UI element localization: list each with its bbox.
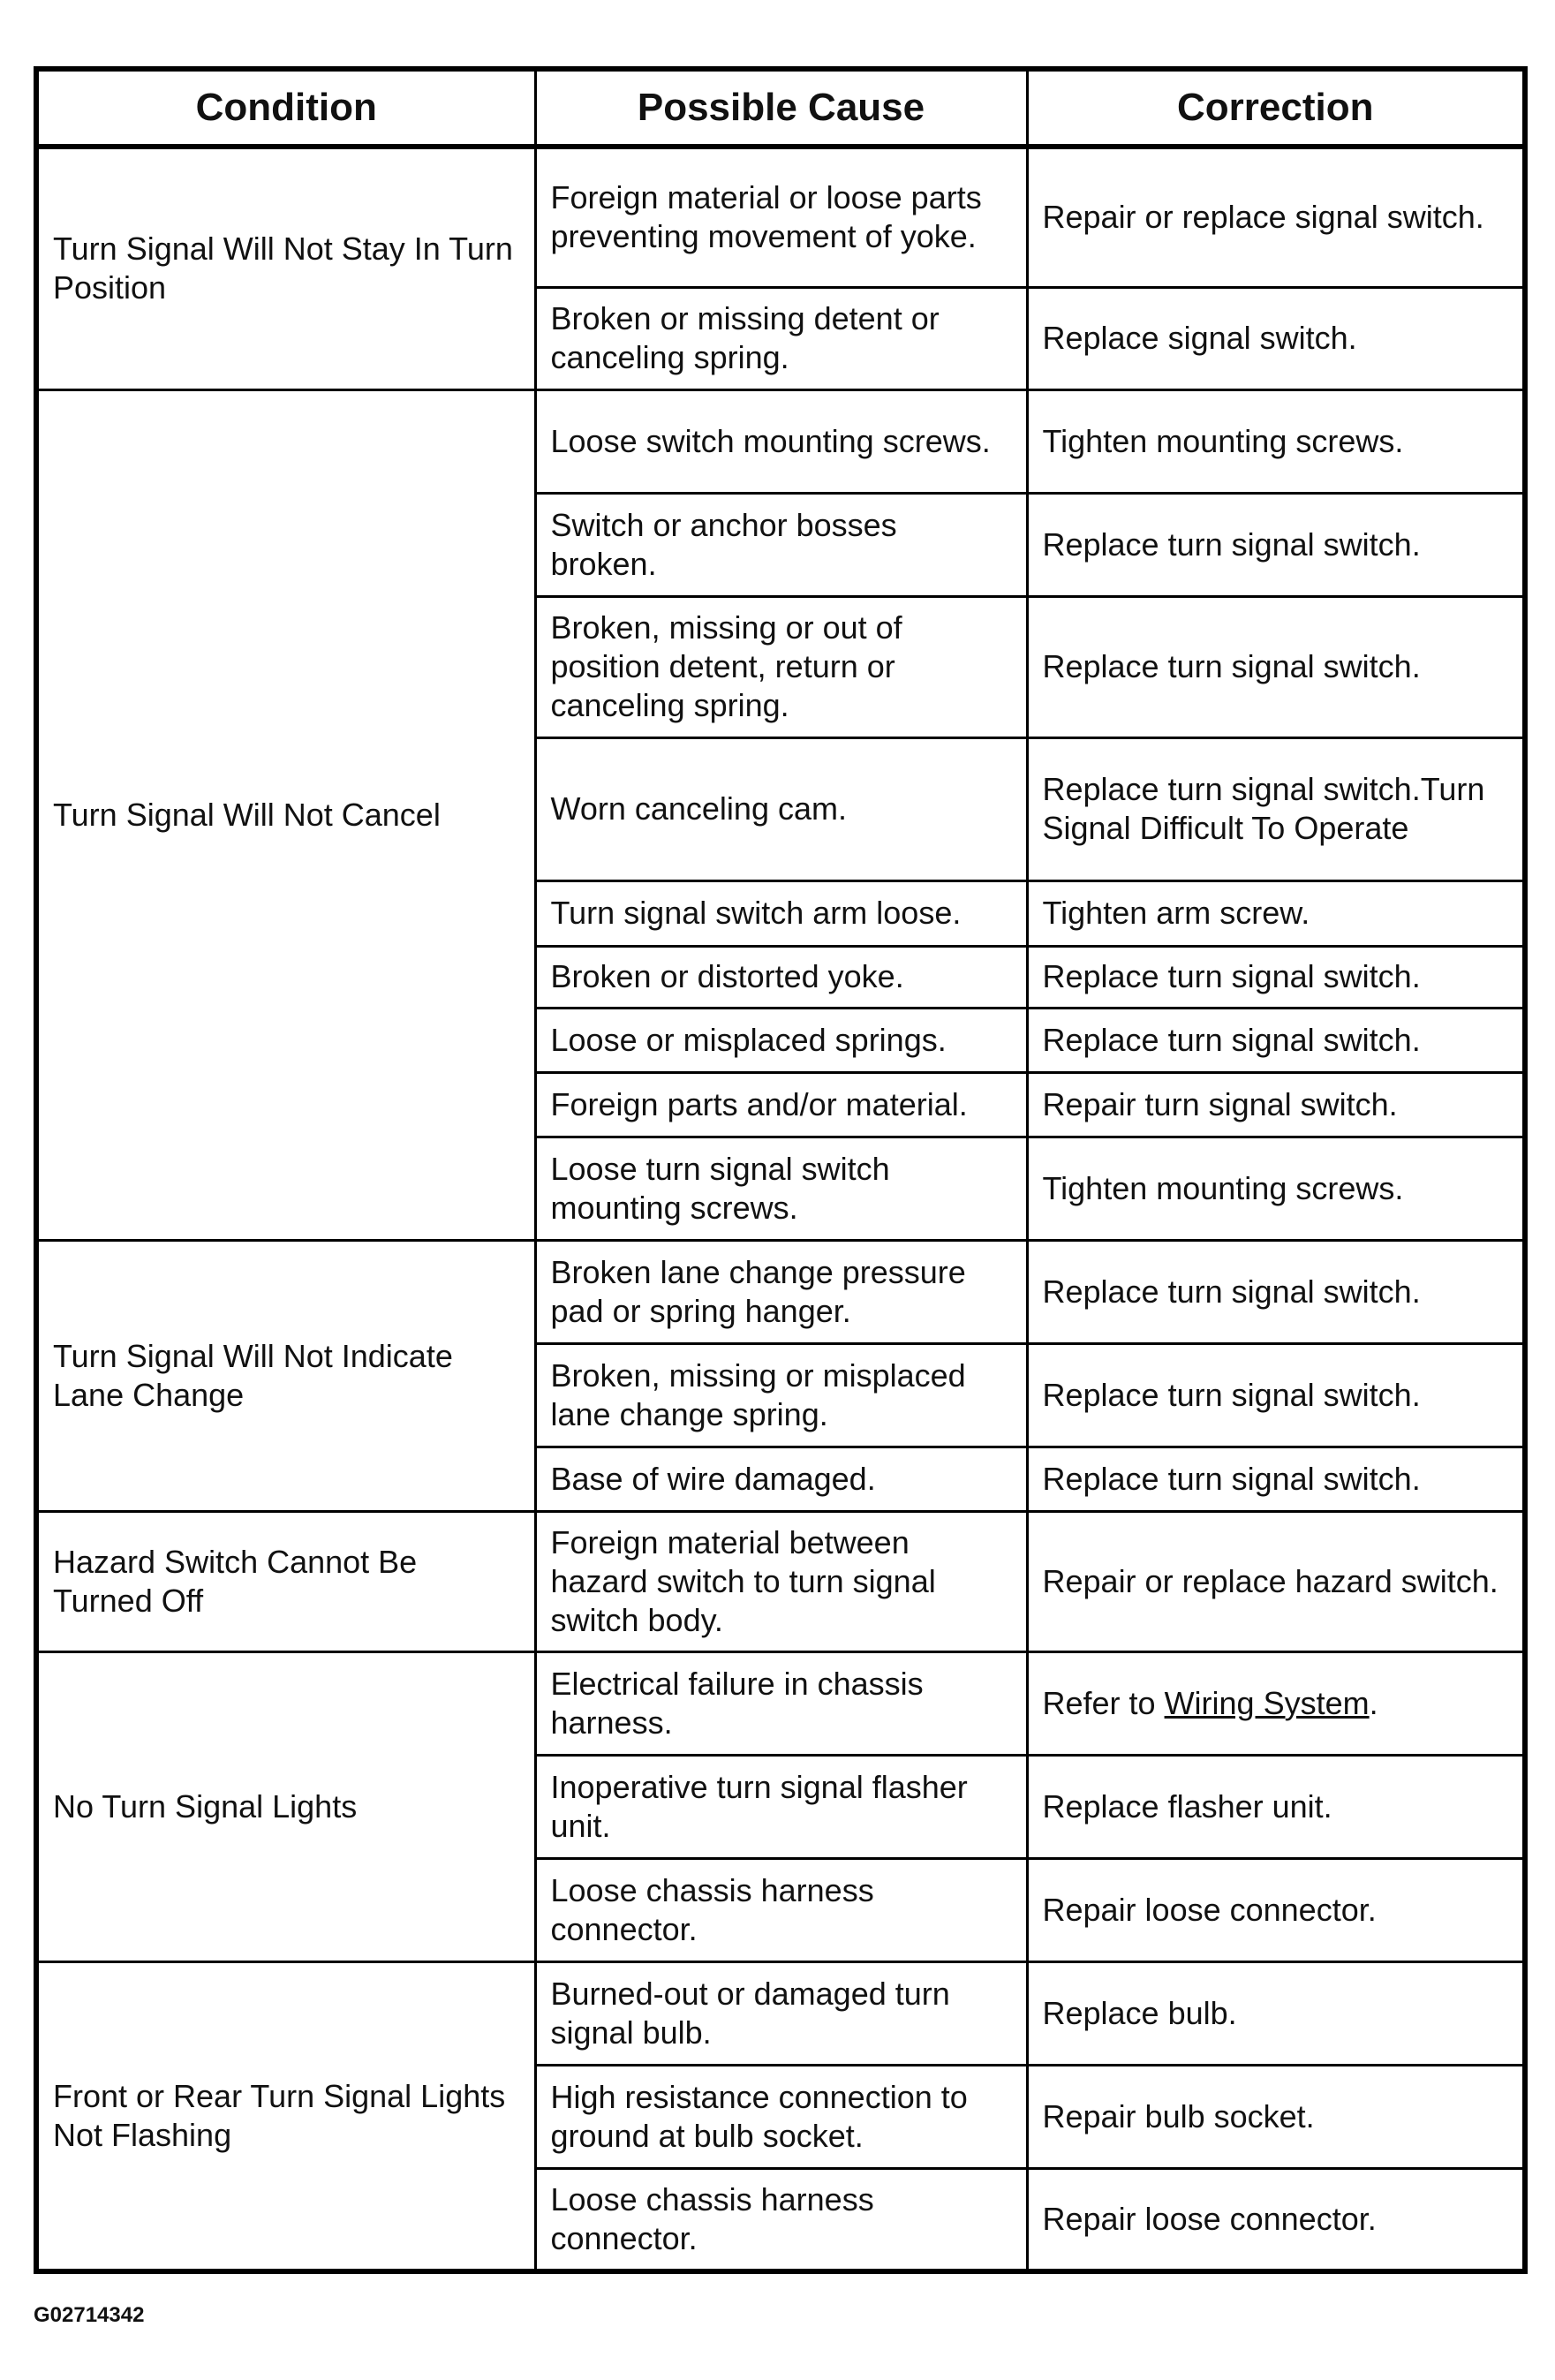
correction-cell: Repair or replace signal switch. [1027, 147, 1525, 287]
correction-cell: Replace flasher unit. [1027, 1755, 1525, 1858]
cause-cell: Broken or missing detent or canceling spring. [535, 287, 1027, 389]
cause-cell: Broken lane change pressure pad or spring hanger. [535, 1240, 1027, 1343]
condition-cell: No Turn Signal Lights [36, 1651, 535, 1961]
cause-cell: High resistance connection to ground at bulb socket. [535, 2065, 1027, 2168]
cause-cell: Loose chassis harness connector. [535, 2168, 1027, 2271]
correction-cell: Replace bulb. [1027, 1961, 1525, 2065]
correction-cell: Replace turn signal switch.Turn Signal Difficult To Operate [1027, 737, 1525, 880]
cause-cell: Loose chassis harness connector. [535, 1858, 1027, 1961]
correction-cell: Repair or replace hazard switch. [1027, 1511, 1525, 1651]
header-row [36, 69, 1525, 147]
correction-cell: Repair bulb socket. [1027, 2065, 1525, 2168]
header-condition: Condition [36, 69, 535, 147]
correction-cell: Replace turn signal switch. [1027, 1343, 1525, 1447]
cause-cell: Burned-out or damaged turn signal bulb. [535, 1961, 1027, 2065]
cause-cell: Turn signal switch arm loose. [535, 880, 1027, 946]
correction-cell: Replace turn signal switch. [1027, 493, 1525, 596]
condition-cell: Front or Rear Turn Signal Lights Not Flashing [36, 1961, 535, 2271]
correction-cell: Replace turn signal switch. [1027, 1447, 1525, 1511]
correction-cell: Replace turn signal switch. [1027, 596, 1525, 737]
cause-cell: Broken, missing or out of position detent, return or canceling spring. [535, 596, 1027, 737]
correction-cell: Replace turn signal switch. [1027, 1240, 1525, 1343]
correction-cell: Tighten mounting screws. [1027, 389, 1525, 493]
cause-cell: Worn canceling cam. [535, 737, 1027, 880]
cause-cell: Switch or anchor bosses broken. [535, 493, 1027, 596]
correction-cell: Tighten mounting screws. [1027, 1137, 1525, 1240]
correction-cell: Replace signal switch. [1027, 287, 1525, 389]
correction-cell: Repair turn signal switch. [1027, 1072, 1525, 1137]
cause-cell: Loose switch mounting screws. [535, 389, 1027, 493]
table-row [36, 389, 1525, 493]
condition-cell: Turn Signal Will Not Stay In Turn Position [36, 147, 535, 389]
correction-cell: Repair loose connector. [1027, 2168, 1525, 2271]
table-row [36, 1961, 1525, 2065]
condition-cell: Turn Signal Will Not Indicate Lane Change [36, 1240, 535, 1511]
correction-suffix: . [1369, 1684, 1378, 1721]
correction-cell [1027, 1651, 1525, 1755]
correction-cell: Replace turn signal switch. [1027, 1008, 1525, 1072]
cause-cell: Inoperative turn signal flasher unit. [535, 1755, 1027, 1858]
correction-cell: Repair loose connector. [1027, 1858, 1525, 1961]
table-row [36, 147, 1525, 287]
cause-cell: Broken, missing or misplaced lane change spring. [535, 1343, 1027, 1447]
correction-cell: Tighten arm screw. [1027, 880, 1525, 946]
cause-cell: Broken or distorted yoke. [535, 946, 1027, 1008]
header-possible-cause: Possible Cause [535, 69, 1027, 147]
cause-cell: Foreign material between hazard switch to turn signal switch body. [535, 1511, 1027, 1651]
correction-prefix: Refer to [1042, 1684, 1165, 1721]
condition-cell: Hazard Switch Cannot Be Turned Off [36, 1511, 535, 1651]
table-row [36, 1240, 1525, 1343]
cause-cell: Base of wire damaged. [535, 1447, 1027, 1511]
wiring-system-link[interactable]: Wiring System [1164, 1684, 1370, 1721]
figure-id: G02714342 [34, 2303, 145, 2327]
condition-cell: Turn Signal Will Not Cancel [36, 389, 535, 1240]
cause-cell: Loose or misplaced springs. [535, 1008, 1027, 1072]
diagnosis-table [34, 66, 1528, 2274]
table-row [36, 1651, 1525, 1755]
correction-cell: Replace turn signal switch. [1027, 946, 1525, 1008]
header-correction: Correction [1027, 69, 1525, 147]
cause-cell: Foreign parts and/or material. [535, 1072, 1027, 1137]
cause-cell: Electrical failure in chassis harness. [535, 1651, 1027, 1755]
table-row [36, 1511, 1525, 1651]
cause-cell: Foreign material or loose parts preventing movement of yoke. [535, 147, 1027, 287]
cause-cell: Loose turn signal switch mounting screws. [535, 1137, 1027, 1240]
